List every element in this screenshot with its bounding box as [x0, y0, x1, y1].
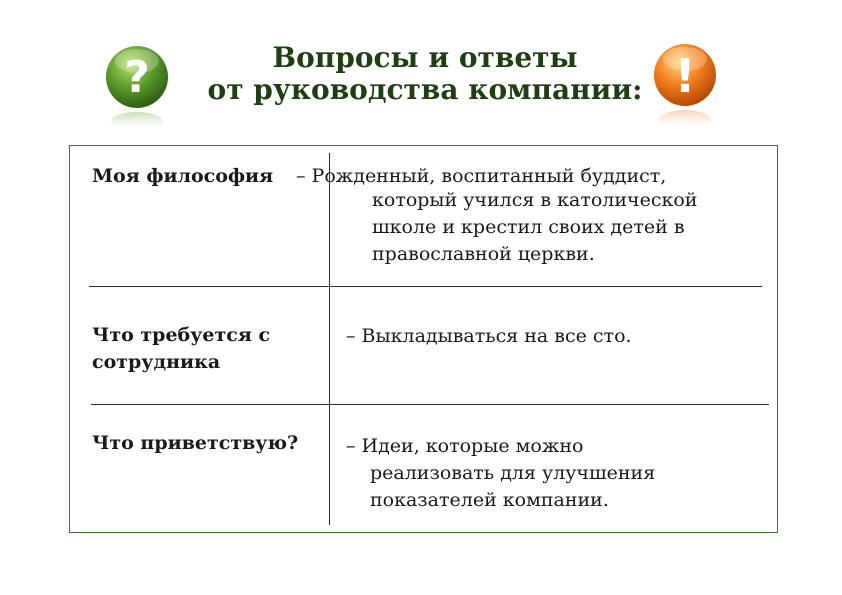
answer-requirements: – Выкладываться на все сто. — [346, 325, 632, 347]
answer-philosophy-line-2: который учился в католической — [372, 189, 698, 211]
question-requirements-line-2: сотрудника — [92, 351, 221, 373]
answer-welcome-line-2: реализовать для улучшения — [370, 462, 656, 484]
question-welcome: Что приветствую? — [92, 432, 299, 454]
question-requirements — [92, 322, 270, 376]
answer-philosophy-line-4: православной церкви. — [372, 243, 595, 265]
page-title — [180, 42, 670, 106]
answer-welcome-continued — [370, 460, 655, 514]
question-requirements-line-1: Что требуется с — [92, 324, 271, 346]
row-divider-1 — [89, 286, 762, 287]
question-philosophy: Моя философия — [92, 165, 274, 187]
svg-text:!: ! — [674, 49, 696, 103]
row-divider-2 — [91, 404, 769, 405]
answer-philosophy-line-3: школе и крестил своих детей в — [372, 216, 685, 238]
svg-text:?: ? — [124, 52, 150, 103]
title-line-1: Вопросы и ответы — [272, 41, 578, 74]
column-divider — [329, 153, 330, 525]
answer-welcome-line-3: показателей компании. — [370, 489, 609, 511]
answer-philosophy-continued — [372, 187, 697, 268]
answer-welcome-line-1: – Идеи, которые можно — [346, 435, 584, 457]
title-line-2: от руководства компании: — [207, 73, 643, 106]
exclamation-mark-icon — [652, 42, 718, 136]
answer-philosophy-line-1: – Рожденный, воспитанный буддист, — [296, 165, 667, 187]
question-mark-icon — [104, 44, 170, 138]
